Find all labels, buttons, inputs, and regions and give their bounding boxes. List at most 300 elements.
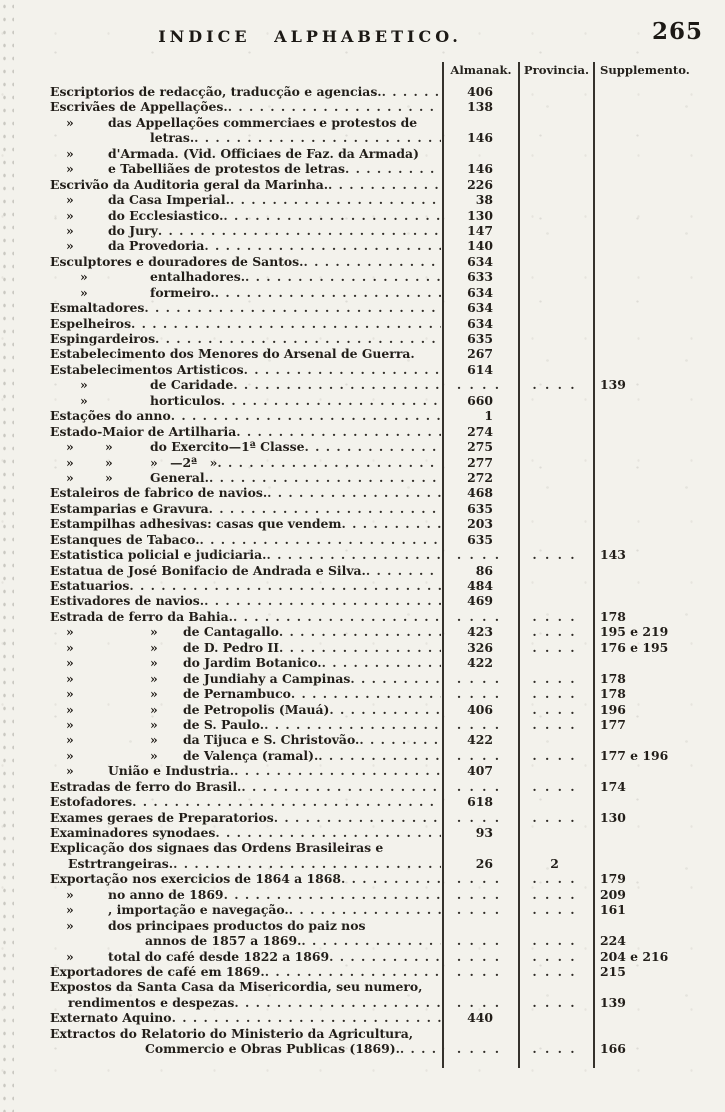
provincia-page-value	[517, 208, 592, 223]
entry-label	[50, 470, 441, 485]
entry-text: Estrada de ferro da Bahia.	[50, 608, 233, 624]
index-row	[50, 254, 722, 269]
entry-text: Estampilhas adhesivas: casas que vendem	[50, 516, 342, 532]
supplemento-page-value	[592, 455, 722, 470]
entry-text: do Ecclesiastico.	[108, 207, 224, 223]
supplemento-page-value	[592, 763, 722, 778]
almanak-page-value: . . . .	[456, 886, 502, 902]
ditto-mark: »	[66, 207, 74, 223]
column-header-provincia: Provincia.	[523, 63, 590, 77]
supplemento-page-value	[592, 918, 722, 933]
supplemento-page-value: 178	[600, 686, 626, 702]
index-row	[50, 362, 722, 377]
almanak-page-value	[441, 115, 517, 130]
provincia-page-value	[517, 130, 592, 145]
almanak-page-value: 146	[467, 161, 493, 177]
entry-label	[50, 130, 441, 145]
ditto-mark: »	[66, 701, 74, 717]
entry-text: da Tijuca e S. Christovão.	[183, 732, 360, 748]
dot-leader	[234, 763, 441, 778]
supplemento-page-value	[592, 285, 722, 300]
provincia-page-value	[517, 918, 592, 933]
provincia-page-value	[517, 424, 592, 439]
provincia-page-value: 2	[550, 855, 559, 871]
entry-label	[50, 408, 441, 423]
entry-text: Estabelecimento dos Menores do Arsenal de Guerra.	[50, 346, 415, 362]
supplemento-page-value	[592, 485, 722, 500]
entry-text: Espelheiros	[50, 315, 132, 331]
supplemento-page-value	[592, 115, 722, 130]
index-row	[50, 439, 722, 454]
entry-label	[50, 192, 441, 207]
almanak-page-value: 634	[467, 315, 493, 331]
provincia-page-value	[517, 593, 592, 608]
entry-text: no anno de 1869	[108, 886, 224, 902]
index-row	[50, 99, 722, 114]
almanak-page-value: 140	[467, 238, 493, 254]
page-number: 265	[651, 18, 703, 45]
entry-text: da Casa Imperial.	[108, 192, 230, 208]
entry-label	[50, 671, 441, 686]
dot-leader	[236, 424, 441, 439]
entry-label	[50, 346, 441, 361]
entry-text: Estatistica policial e judiciaria.	[50, 547, 267, 563]
index-row	[50, 331, 722, 346]
ditto-mark: »	[150, 639, 158, 655]
provincia-page-value	[517, 300, 592, 315]
almanak-page-value: 277	[467, 454, 493, 470]
almanak-page-value: . . . .	[456, 1041, 502, 1057]
supplemento-page-value: 179	[600, 871, 626, 887]
almanak-page-value: 406	[467, 701, 493, 717]
entry-label	[50, 532, 441, 547]
dot-leader	[328, 177, 441, 192]
dot-leader	[172, 1010, 441, 1025]
provincia-page-value	[517, 578, 592, 593]
entry-label	[50, 609, 441, 624]
supplemento-page-value: 224	[600, 933, 626, 949]
index-row	[50, 655, 722, 670]
provincia-page-value: . . . .	[532, 686, 577, 702]
dot-leader	[215, 285, 441, 300]
entry-label	[50, 161, 441, 176]
supplemento-page-value	[592, 269, 722, 284]
dot-leader	[400, 1041, 441, 1056]
index-row	[50, 624, 722, 639]
entry-label	[50, 856, 441, 871]
supplemento-page-value	[592, 238, 722, 253]
entry-text: » —2ª »	[150, 454, 218, 470]
almanak-page-value	[441, 146, 517, 161]
entry-text: Estofadores	[50, 794, 133, 810]
entry-label	[50, 84, 441, 99]
provincia-page-value: . . . .	[532, 670, 577, 686]
entry-label	[50, 1026, 441, 1041]
supplemento-page-value	[592, 208, 722, 223]
supplemento-page-value: 195 e 219	[600, 624, 669, 640]
entry-text: Explicação dos signaes das Ordens Brasileiras e	[50, 840, 384, 856]
entry-text: Exportadores de café em 1869.	[50, 963, 265, 979]
entry-text: entalhadores.	[150, 269, 246, 285]
entry-text: Estações do anno	[50, 408, 171, 424]
index-row	[50, 702, 722, 717]
almanak-page-value: 86	[475, 562, 493, 578]
dot-leader	[265, 964, 441, 979]
supplemento-page-value	[592, 532, 722, 547]
dot-leader	[266, 547, 441, 562]
entry-label	[50, 377, 441, 392]
almanak-page-value: 26	[475, 855, 493, 871]
provincia-page-value: . . . .	[532, 608, 577, 624]
provincia-page-value: . . . .	[532, 871, 577, 887]
entry-label	[50, 424, 441, 439]
ditto-mark: »	[66, 902, 74, 918]
index-row	[50, 115, 722, 130]
index-row	[50, 516, 722, 531]
almanak-page-value: 130	[467, 207, 493, 223]
ditto-mark: »	[66, 192, 74, 208]
almanak-page-value: 272	[467, 469, 493, 485]
entry-text: de Valença (ramal).	[183, 747, 319, 763]
provincia-page-value	[517, 532, 592, 547]
index-row	[50, 979, 722, 994]
entry-text: e Tabelliães de protestos de letras	[108, 161, 346, 177]
provincia-page-value: . . . .	[532, 886, 577, 902]
dot-leader	[318, 748, 441, 763]
entry-text: da Provedoria	[108, 238, 205, 254]
entry-text: letras.	[150, 130, 195, 146]
entry-label	[50, 177, 441, 192]
index-row	[50, 177, 722, 192]
index-row	[50, 161, 722, 176]
dot-leader	[194, 130, 441, 145]
entry-label	[50, 964, 441, 979]
ditto-mark: »	[66, 732, 74, 748]
index-row	[50, 455, 722, 470]
supplemento-page-value	[592, 578, 722, 593]
almanak-page-value: 422	[467, 732, 493, 748]
entry-text: Estabelecimentos Artisticos	[50, 361, 244, 377]
dot-leader	[132, 794, 441, 809]
entry-text: Estaleiros de fabrico de navios.	[50, 485, 268, 501]
dot-leader	[301, 933, 441, 948]
almanak-page-value	[441, 840, 517, 855]
ditto-mark: »	[150, 701, 158, 717]
entry-label	[50, 779, 441, 794]
dot-leader	[233, 377, 441, 392]
entry-text: do Jardim Botanico.	[183, 655, 322, 671]
provincia-page-value	[517, 979, 592, 994]
entry-label	[50, 825, 441, 840]
entry-label	[50, 208, 441, 223]
ditto-mark: »	[150, 655, 158, 671]
index-row	[50, 130, 722, 145]
entry-label	[50, 393, 441, 408]
almanak-page-value: 484	[467, 578, 493, 593]
entry-label	[50, 794, 441, 809]
entry-text: dos principaes productos do paiz nos	[108, 917, 366, 933]
ditto-mark: »	[66, 439, 74, 455]
almanak-page-value: 614	[467, 361, 493, 377]
index-row	[50, 949, 722, 964]
ditto-mark: »	[66, 655, 74, 671]
index-row	[50, 285, 722, 300]
index-row	[50, 717, 722, 732]
almanak-page-value: 618	[467, 794, 493, 810]
almanak-page-value	[441, 918, 517, 933]
entry-text: de Caridade	[150, 377, 234, 393]
index-row	[50, 856, 722, 871]
ditto-mark: »	[105, 454, 113, 470]
provincia-page-value	[517, 331, 592, 346]
almanak-page-value: 635	[467, 531, 493, 547]
provincia-page-value	[517, 501, 592, 516]
index-row	[50, 223, 722, 238]
index-row	[50, 578, 722, 593]
entry-text: das Appellações commerciaes e protestos de	[108, 114, 418, 130]
almanak-page-value: 326	[467, 639, 493, 655]
almanak-page-value: 634	[467, 253, 493, 269]
index-row	[50, 300, 722, 315]
supplemento-page-value: 215	[600, 963, 626, 979]
supplemento-page-value	[592, 856, 722, 871]
dot-leader	[350, 671, 441, 686]
provincia-page-value	[517, 177, 592, 192]
supplemento-page-value	[592, 1026, 722, 1041]
provincia-page-value	[517, 485, 592, 500]
provincia-page-value: . . . .	[532, 902, 577, 918]
dot-leader	[279, 624, 441, 639]
entry-label	[50, 979, 441, 994]
ditto-mark: »	[66, 222, 74, 238]
almanak-page-value: . . . .	[456, 377, 502, 393]
almanak-page-value: 407	[467, 763, 493, 779]
almanak-page-value: . . . .	[456, 902, 502, 918]
index-row	[50, 995, 722, 1010]
entry-text: de Pernambuco	[183, 686, 291, 702]
supplemento-page-value	[592, 316, 722, 331]
supplemento-page-value: 178	[600, 670, 626, 686]
entry-text: do Jury	[108, 222, 158, 238]
provincia-page-value: . . . .	[532, 1041, 577, 1057]
provincia-page-value: . . . .	[532, 948, 577, 964]
almanak-page-value: . . . .	[456, 963, 502, 979]
entry-label	[50, 547, 441, 562]
entry-label	[50, 578, 441, 593]
ditto-mark: »	[80, 377, 88, 393]
supplemento-page-value	[592, 223, 722, 238]
entry-text: de Cantagallo	[183, 624, 279, 640]
entry-text: Externato Aquino	[50, 1010, 172, 1026]
almanak-page-value: 468	[467, 485, 493, 501]
entry-label	[50, 995, 441, 1010]
supplemento-page-value	[592, 1010, 722, 1025]
almanak-page-value: 660	[467, 392, 493, 408]
almanak-page-value	[441, 1026, 517, 1041]
supplemento-page-value	[592, 393, 722, 408]
dot-leader	[204, 238, 441, 253]
almanak-page-value: . . . .	[456, 608, 502, 624]
supplemento-page-value	[592, 161, 722, 176]
entry-text: Expostos da Santa Casa da Misericordia, seu numero,	[50, 979, 423, 995]
index-row	[50, 871, 722, 886]
provincia-page-value: . . . .	[532, 933, 577, 949]
supplemento-page-value: 177	[600, 716, 626, 732]
dot-leader	[291, 686, 441, 701]
supplemento-page-value	[592, 439, 722, 454]
index-table-body	[50, 84, 722, 1057]
provincia-page-value	[517, 84, 592, 99]
entry-label	[50, 640, 441, 655]
dot-leader	[382, 84, 441, 99]
supplemento-page-value: 139	[600, 994, 626, 1010]
almanak-page-value: 274	[467, 423, 493, 439]
ditto-mark: »	[105, 439, 113, 455]
entry-text: de S. Paulo.	[183, 716, 265, 732]
provincia-page-value	[517, 1010, 592, 1025]
ditto-mark: »	[80, 392, 88, 408]
provincia-page-value	[517, 732, 592, 747]
entry-text: Estado-Maior de Artilharia	[50, 423, 237, 439]
supplemento-page-value	[592, 300, 722, 315]
entry-text: , importação e navegação.	[108, 902, 289, 918]
entry-label	[50, 485, 441, 500]
entry-label	[50, 285, 441, 300]
provincia-page-value: . . . .	[532, 377, 577, 393]
entry-label	[50, 840, 441, 855]
entry-text: Escrivão da Auditoria geral da Marinha.	[50, 176, 329, 192]
entry-label	[50, 362, 441, 377]
almanak-page-value: 275	[467, 439, 493, 455]
provincia-page-value	[517, 516, 592, 531]
entry-label	[50, 563, 441, 578]
entry-label	[50, 918, 441, 933]
dot-leader	[158, 223, 441, 238]
index-row	[50, 146, 722, 161]
provincia-page-value	[517, 316, 592, 331]
dot-leader	[217, 455, 441, 470]
index-row	[50, 825, 722, 840]
dot-leader	[244, 362, 441, 377]
entry-label	[50, 933, 441, 948]
index-row	[50, 377, 722, 392]
provincia-page-value	[517, 192, 592, 207]
column-header-supplemento: Supplemento.	[600, 63, 690, 77]
dot-leader	[173, 856, 441, 871]
dot-leader	[279, 640, 441, 655]
index-row	[50, 686, 722, 701]
entry-text: rendimentos e despezas	[68, 994, 235, 1010]
ditto-mark: »	[66, 948, 74, 964]
entry-label	[50, 146, 441, 161]
entry-text: Estivadores de navios.	[50, 593, 205, 609]
index-row	[50, 671, 722, 686]
entry-label	[50, 810, 441, 825]
entry-label	[50, 717, 441, 732]
index-row	[50, 964, 722, 979]
ditto-mark: »	[150, 670, 158, 686]
almanak-page-value: . . . .	[456, 670, 502, 686]
entry-label	[50, 115, 441, 130]
index-row	[50, 485, 722, 500]
index-row	[50, 1026, 722, 1041]
entry-text: União e Industria.	[108, 763, 235, 779]
entry-text: Commercio e Obras Publicas (1869).	[145, 1041, 400, 1057]
entry-text: Esmaltadores	[50, 300, 145, 316]
almanak-page-value: 422	[467, 655, 493, 671]
provincia-page-value	[517, 794, 592, 809]
entry-text: de Jundiahy a Campinas	[183, 670, 351, 686]
index-row	[50, 408, 722, 423]
supplemento-page-value	[592, 593, 722, 608]
provincia-page-value	[517, 238, 592, 253]
dot-leader	[144, 300, 441, 315]
almanak-page-value: . . . .	[456, 809, 502, 825]
supplemento-page-value: 178	[600, 608, 626, 624]
index-row	[50, 1041, 722, 1056]
ditto-mark: »	[66, 145, 74, 161]
almanak-page-value: 138	[467, 99, 493, 115]
entry-text: annos de 1857 a 1869.	[145, 933, 302, 949]
ditto-mark: »	[66, 763, 74, 779]
dot-leader	[209, 470, 441, 485]
index-row	[50, 810, 722, 825]
provincia-page-value: . . . .	[532, 994, 577, 1010]
ditto-mark: »	[66, 716, 74, 732]
supplemento-page-value: 209	[600, 886, 626, 902]
entry-label	[50, 593, 441, 608]
provincia-page-value	[517, 161, 592, 176]
entry-text: total do café desde 1822 a 1869	[108, 948, 330, 964]
almanak-page-value: 147	[467, 222, 493, 238]
almanak-page-value: . . . .	[456, 933, 502, 949]
entry-text: de Petropolis (Mauá)	[183, 701, 330, 717]
entry-label	[50, 223, 441, 238]
index-row	[50, 779, 722, 794]
dot-leader	[234, 995, 441, 1010]
provincia-page-value	[517, 223, 592, 238]
entry-label	[50, 254, 441, 269]
dot-leader	[264, 717, 441, 732]
entry-label	[50, 331, 441, 346]
dot-leader	[171, 408, 441, 423]
almanak-page-value: 203	[467, 516, 493, 532]
provincia-page-value	[517, 146, 592, 161]
entry-label	[50, 516, 441, 531]
almanak-page-value: 634	[467, 284, 493, 300]
supplemento-page-value: 204 e 216	[600, 948, 669, 964]
almanak-page-value: . . . .	[456, 994, 502, 1010]
ditto-mark: »	[66, 747, 74, 763]
dot-leader	[274, 810, 441, 825]
entry-label	[50, 887, 441, 902]
entry-text: Espingardeiros	[50, 331, 156, 346]
entry-label	[50, 99, 441, 114]
dot-leader	[241, 779, 441, 794]
entry-label	[50, 702, 441, 717]
index-row	[50, 732, 722, 747]
entry-text: Exportação nos exercicios de 1864 a 1868	[50, 871, 341, 887]
entry-label	[50, 871, 441, 886]
ditto-mark: »	[150, 686, 158, 702]
provincia-page-value: . . . .	[532, 624, 577, 640]
supplemento-page-value	[592, 192, 722, 207]
entry-label	[50, 316, 441, 331]
provincia-page-value: . . . .	[532, 778, 577, 794]
dot-leader	[342, 516, 441, 531]
entry-label	[50, 300, 441, 315]
supplemento-page-value	[592, 254, 722, 269]
